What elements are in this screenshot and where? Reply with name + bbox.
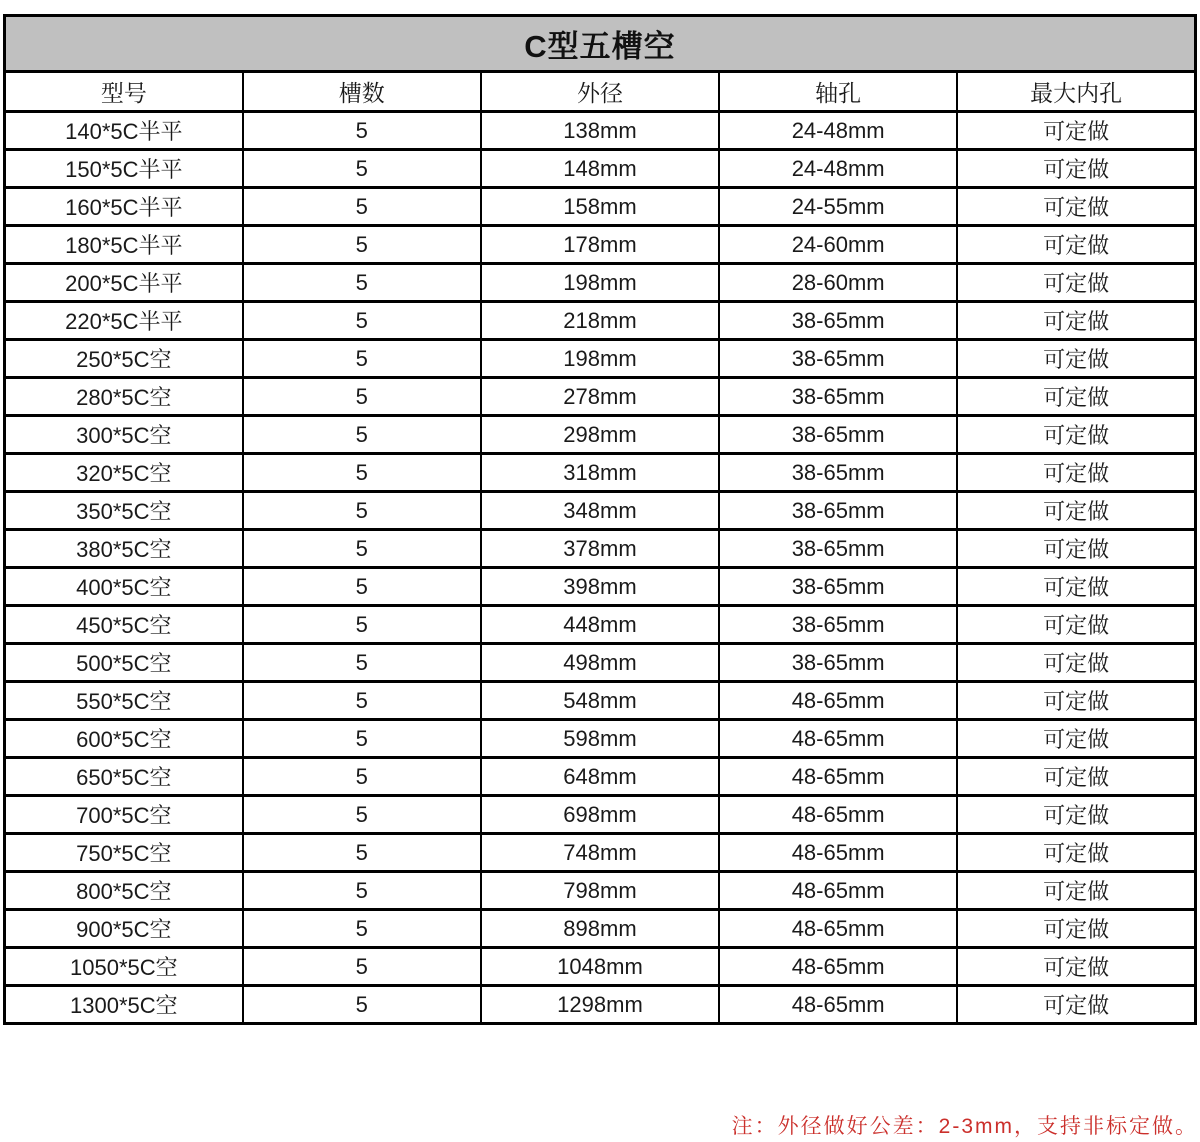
cell-shaft-hole: 24-60mm — [719, 226, 957, 264]
cell-outer-dia: 198mm — [481, 340, 719, 378]
cell-max-bore: 可定做 — [957, 682, 1195, 720]
cell-max-bore: 可定做 — [957, 720, 1195, 758]
cell-shaft-hole: 38-65mm — [719, 530, 957, 568]
cell-shaft-hole: 48-65mm — [719, 834, 957, 872]
cell-outer-dia: 148mm — [481, 150, 719, 188]
cell-model: 400*5C空 — [5, 568, 243, 606]
cell-outer-dia: 1298mm — [481, 986, 719, 1024]
cell-shaft-hole: 38-65mm — [719, 340, 957, 378]
cell-slots: 5 — [243, 226, 481, 264]
cell-outer-dia: 348mm — [481, 492, 719, 530]
cell-outer-dia: 398mm — [481, 568, 719, 606]
cell-shaft-hole: 38-65mm — [719, 492, 957, 530]
table-row — [5, 986, 1196, 1024]
cell-max-bore: 可定做 — [957, 226, 1195, 264]
cell-slots: 5 — [243, 606, 481, 644]
table-row — [5, 948, 1196, 986]
cell-model: 700*5C空 — [5, 796, 243, 834]
spec-table — [3, 14, 1197, 1025]
cell-shaft-hole: 24-48mm — [719, 112, 957, 150]
cell-outer-dia: 598mm — [481, 720, 719, 758]
table-row — [5, 720, 1196, 758]
title-row — [5, 16, 1196, 72]
cell-slots: 5 — [243, 492, 481, 530]
cell-outer-dia: 448mm — [481, 606, 719, 644]
table-row — [5, 606, 1196, 644]
cell-model: 300*5C空 — [5, 416, 243, 454]
cell-outer-dia: 278mm — [481, 378, 719, 416]
cell-max-bore: 可定做 — [957, 188, 1195, 226]
header-row — [5, 72, 1196, 112]
table-row — [5, 910, 1196, 948]
cell-shaft-hole: 48-65mm — [719, 872, 957, 910]
cell-max-bore: 可定做 — [957, 834, 1195, 872]
cell-shaft-hole: 28-60mm — [719, 264, 957, 302]
cell-slots: 5 — [243, 568, 481, 606]
cell-model: 550*5C空 — [5, 682, 243, 720]
table-row — [5, 264, 1196, 302]
cell-max-bore: 可定做 — [957, 644, 1195, 682]
cell-model: 450*5C空 — [5, 606, 243, 644]
cell-model: 180*5C半平 — [5, 226, 243, 264]
table-row — [5, 302, 1196, 340]
cell-shaft-hole: 48-65mm — [719, 720, 957, 758]
cell-outer-dia: 178mm — [481, 226, 719, 264]
cell-outer-dia: 318mm — [481, 454, 719, 492]
cell-slots: 5 — [243, 340, 481, 378]
cell-max-bore: 可定做 — [957, 302, 1195, 340]
cell-model: 650*5C空 — [5, 758, 243, 796]
cell-outer-dia: 1048mm — [481, 948, 719, 986]
cell-slots: 5 — [243, 378, 481, 416]
cell-max-bore: 可定做 — [957, 264, 1195, 302]
cell-shaft-hole: 24-55mm — [719, 188, 957, 226]
table-row — [5, 416, 1196, 454]
table-row — [5, 530, 1196, 568]
cell-slots: 5 — [243, 302, 481, 340]
cell-max-bore: 可定做 — [957, 454, 1195, 492]
cell-model: 280*5C空 — [5, 378, 243, 416]
cell-model: 200*5C半平 — [5, 264, 243, 302]
cell-max-bore: 可定做 — [957, 416, 1195, 454]
table-row — [5, 492, 1196, 530]
spec-table-head — [5, 16, 1196, 112]
cell-shaft-hole: 48-65mm — [719, 948, 957, 986]
cell-max-bore: 可定做 — [957, 492, 1195, 530]
cell-shaft-hole: 38-65mm — [719, 378, 957, 416]
cell-shaft-hole: 38-65mm — [719, 454, 957, 492]
column-header-slots: 槽数 — [243, 72, 481, 112]
cell-outer-dia: 158mm — [481, 188, 719, 226]
cell-slots: 5 — [243, 188, 481, 226]
cell-shaft-hole: 38-65mm — [719, 606, 957, 644]
column-header-model: 型号 — [5, 72, 243, 112]
cell-slots: 5 — [243, 454, 481, 492]
cell-shaft-hole: 48-65mm — [719, 796, 957, 834]
cell-slots: 5 — [243, 986, 481, 1024]
table-row — [5, 682, 1196, 720]
cell-model: 1050*5C空 — [5, 948, 243, 986]
cell-outer-dia: 648mm — [481, 758, 719, 796]
cell-slots: 5 — [243, 948, 481, 986]
table-row — [5, 834, 1196, 872]
table-row — [5, 150, 1196, 188]
table-row — [5, 758, 1196, 796]
cell-model: 380*5C空 — [5, 530, 243, 568]
cell-shaft-hole: 38-65mm — [719, 644, 957, 682]
cell-slots: 5 — [243, 530, 481, 568]
cell-max-bore: 可定做 — [957, 112, 1195, 150]
cell-slots: 5 — [243, 644, 481, 682]
table-row — [5, 340, 1196, 378]
cell-slots: 5 — [243, 910, 481, 948]
cell-slots: 5 — [243, 150, 481, 188]
cell-model: 1300*5C空 — [5, 986, 243, 1024]
cell-outer-dia: 748mm — [481, 834, 719, 872]
cell-model: 320*5C空 — [5, 454, 243, 492]
cell-shaft-hole: 38-65mm — [719, 416, 957, 454]
table-row — [5, 454, 1196, 492]
cell-slots: 5 — [243, 872, 481, 910]
table-row — [5, 568, 1196, 606]
cell-outer-dia: 798mm — [481, 872, 719, 910]
cell-max-bore: 可定做 — [957, 758, 1195, 796]
cell-outer-dia: 898mm — [481, 910, 719, 948]
cell-shaft-hole: 48-65mm — [719, 682, 957, 720]
cell-shaft-hole: 48-65mm — [719, 758, 957, 796]
column-header-outer-dia: 外径 — [481, 72, 719, 112]
cell-model: 140*5C半平 — [5, 112, 243, 150]
cell-slots: 5 — [243, 758, 481, 796]
cell-max-bore: 可定做 — [957, 910, 1195, 948]
cell-max-bore: 可定做 — [957, 606, 1195, 644]
cell-max-bore: 可定做 — [957, 568, 1195, 606]
table-row — [5, 188, 1196, 226]
table-row — [5, 872, 1196, 910]
cell-model: 500*5C空 — [5, 644, 243, 682]
cell-outer-dia: 138mm — [481, 112, 719, 150]
cell-max-bore: 可定做 — [957, 340, 1195, 378]
cell-model: 600*5C空 — [5, 720, 243, 758]
cell-model: 800*5C空 — [5, 872, 243, 910]
cell-shaft-hole: 48-65mm — [719, 910, 957, 948]
cell-shaft-hole: 38-65mm — [719, 568, 957, 606]
table-row — [5, 378, 1196, 416]
cell-slots: 5 — [243, 834, 481, 872]
cell-model: 350*5C空 — [5, 492, 243, 530]
cell-slots: 5 — [243, 720, 481, 758]
cell-max-bore: 可定做 — [957, 530, 1195, 568]
cell-outer-dia: 298mm — [481, 416, 719, 454]
table-row — [5, 644, 1196, 682]
cell-model: 220*5C半平 — [5, 302, 243, 340]
table-body — [5, 112, 1196, 1024]
table-row — [5, 226, 1196, 264]
cell-outer-dia: 218mm — [481, 302, 719, 340]
cell-max-bore: 可定做 — [957, 986, 1195, 1024]
cell-max-bore: 可定做 — [957, 948, 1195, 986]
cell-model: 150*5C半平 — [5, 150, 243, 188]
tolerance-note: 注：外径做好公差：2-3mm，支持非标定做。 — [731, 1115, 1198, 1138]
cell-outer-dia: 498mm — [481, 644, 719, 682]
cell-slots: 5 — [243, 796, 481, 834]
cell-outer-dia: 698mm — [481, 796, 719, 834]
cell-outer-dia: 198mm — [481, 264, 719, 302]
cell-slots: 5 — [243, 682, 481, 720]
cell-shaft-hole: 48-65mm — [719, 986, 957, 1024]
cell-max-bore: 可定做 — [957, 378, 1195, 416]
cell-max-bore: 可定做 — [957, 796, 1195, 834]
cell-model: 750*5C空 — [5, 834, 243, 872]
cell-max-bore: 可定做 — [957, 150, 1195, 188]
cell-max-bore: 可定做 — [957, 872, 1195, 910]
cell-model: 160*5C半平 — [5, 188, 243, 226]
cell-outer-dia: 548mm — [481, 682, 719, 720]
cell-slots: 5 — [243, 264, 481, 302]
cell-slots: 5 — [243, 112, 481, 150]
cell-outer-dia: 378mm — [481, 530, 719, 568]
cell-shaft-hole: 24-48mm — [719, 150, 957, 188]
table-title: C型五槽空 — [5, 16, 1196, 72]
cell-slots: 5 — [243, 416, 481, 454]
cell-model: 250*5C空 — [5, 340, 243, 378]
cell-model: 900*5C空 — [5, 910, 243, 948]
cell-shaft-hole: 38-65mm — [719, 302, 957, 340]
column-header-max-bore: 最大内孔 — [957, 72, 1195, 112]
column-header-shaft-hole: 轴孔 — [719, 72, 957, 112]
table-row — [5, 112, 1196, 150]
table-row — [5, 796, 1196, 834]
